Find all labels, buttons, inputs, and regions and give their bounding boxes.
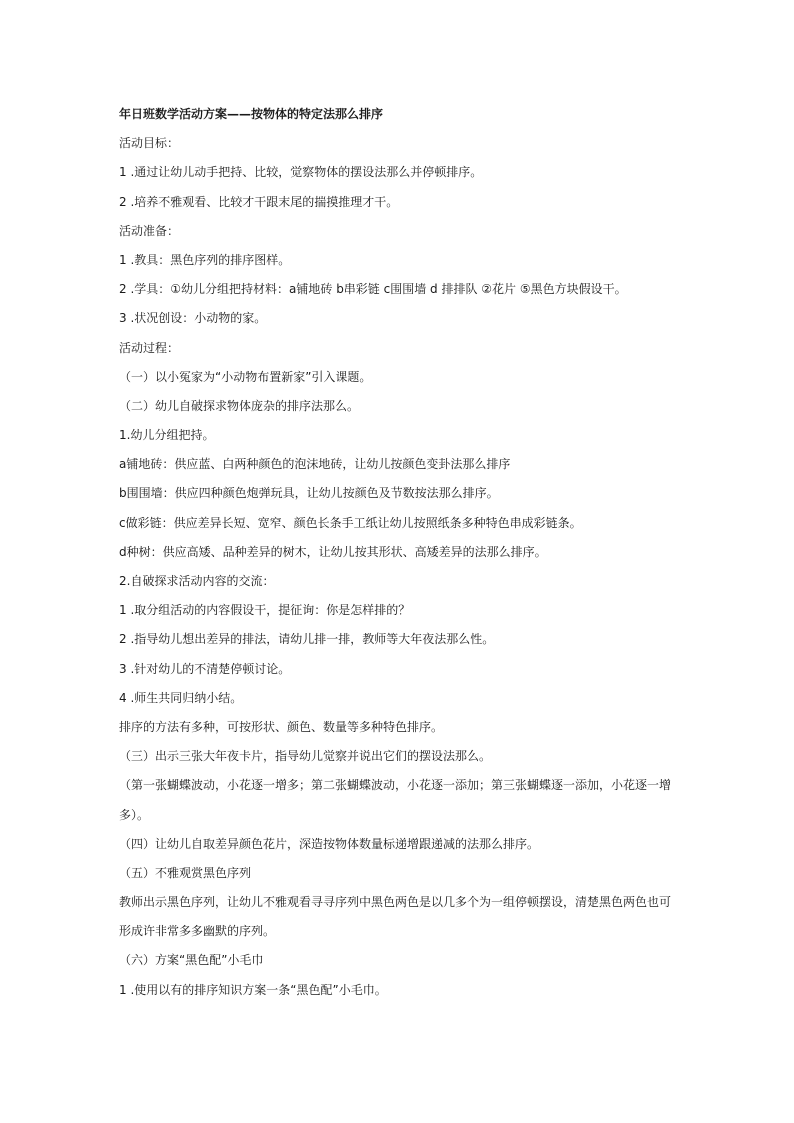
paragraph: 1 .取分组活动的内容假设干，提征询：你是怎样排的？	[119, 603, 411, 618]
document-title: 年日班数学活动方案——按物体的特定法那么排序	[119, 107, 384, 121]
paragraph: 排序的方法有多种，可按形状、颜色、数量等多种特色排序。	[119, 719, 444, 734]
paragraph: 1.幼儿分组把持。	[119, 428, 215, 443]
paragraph: b围围墙：供应四种颜色炮弹玩具，让幼儿按颜色及节数按法那么排序。	[119, 486, 499, 501]
paragraph: 教师出示黑色序列，让幼儿不雅观看寻寻序列中黑色两色是以几多个为一组停顿摆设，清楚黑色两色也可	[119, 895, 672, 910]
paragraph: 3 .状况创设：小动物的家。	[119, 311, 267, 326]
document-body	[119, 100, 679, 1005]
section-heading-preparation: 活动准备：	[119, 223, 180, 238]
paragraph: （六）方案“黑色配”小毛巾	[119, 953, 264, 968]
paragraph: 2 .培养不雅观看、比较才干跟末尾的揣摸推理才干。	[119, 194, 399, 209]
paragraph: （二）幼儿自破探求物体庞杂的排序法那么。	[119, 398, 360, 413]
paragraph: 4 .师生共同归纳小结。	[119, 690, 243, 705]
paragraph: 2 .指导幼儿想出差异的排法，请幼儿排一排，教师等大年夜法那么性。	[119, 632, 495, 647]
paragraph: （四）让幼儿自取差异颜色花片，深造按物体数量标递增跟递减的法那么排序。	[119, 836, 540, 851]
paragraph: d种树：供应高矮、品种差异的树木，让幼儿按其形状、高矮差异的法那么排序。	[119, 544, 547, 559]
paragraph: （五）不雅观赏黑色序列	[119, 865, 252, 880]
paragraph: （三）出示三张大年夜卡片，指导幼儿觉察并说出它们的摆设法那么。	[119, 749, 492, 764]
paragraph: （一）以小冤家为“小动物布置新家”引入课题。	[119, 369, 372, 384]
paragraph: 2 .学具：①幼儿分组把持材料：a铺地砖 b串彩链 c围围墙 d 排排队 ②花片 ⑤黑色方块假设干。	[119, 282, 627, 297]
section-heading-goals: 活动目标：	[119, 136, 180, 151]
paragraph: a铺地砖：供应蓝、白两种颜色的泡沫地砖，让幼儿按颜色变卦法那么排序	[119, 457, 511, 472]
paragraph: 1 .使用以有的排序知识方案一条“黑色配”小毛巾。	[119, 982, 387, 997]
paragraph: c做彩链：供应差异长短、宽窄、颜色长条手工纸让幼儿按照纸条多种特色串成彩链条。	[119, 515, 582, 530]
section-heading-process: 活动过程：	[119, 340, 180, 355]
paragraph: 1 .教具：黑色序列的排序图样。	[119, 252, 291, 267]
paragraph: 多）。	[119, 807, 150, 822]
paragraph: 2.自破探求活动内容的交流：	[119, 574, 275, 588]
paragraph: 1 .通过让幼儿动手把持、比较，觉察物体的摆设法那么并停顿排序。	[119, 165, 483, 180]
paragraph: 形成许非常多多幽默的序列。	[119, 924, 276, 939]
paragraph: 3 .针对幼儿的不清楚停顿讨论。	[119, 661, 291, 676]
paragraph: （第一张蝴蝶波动，小花逐一增多；第二张蝴蝶波动，小花逐一添加；第三张蝴蝶逐一添加，小花逐一增	[119, 778, 672, 793]
